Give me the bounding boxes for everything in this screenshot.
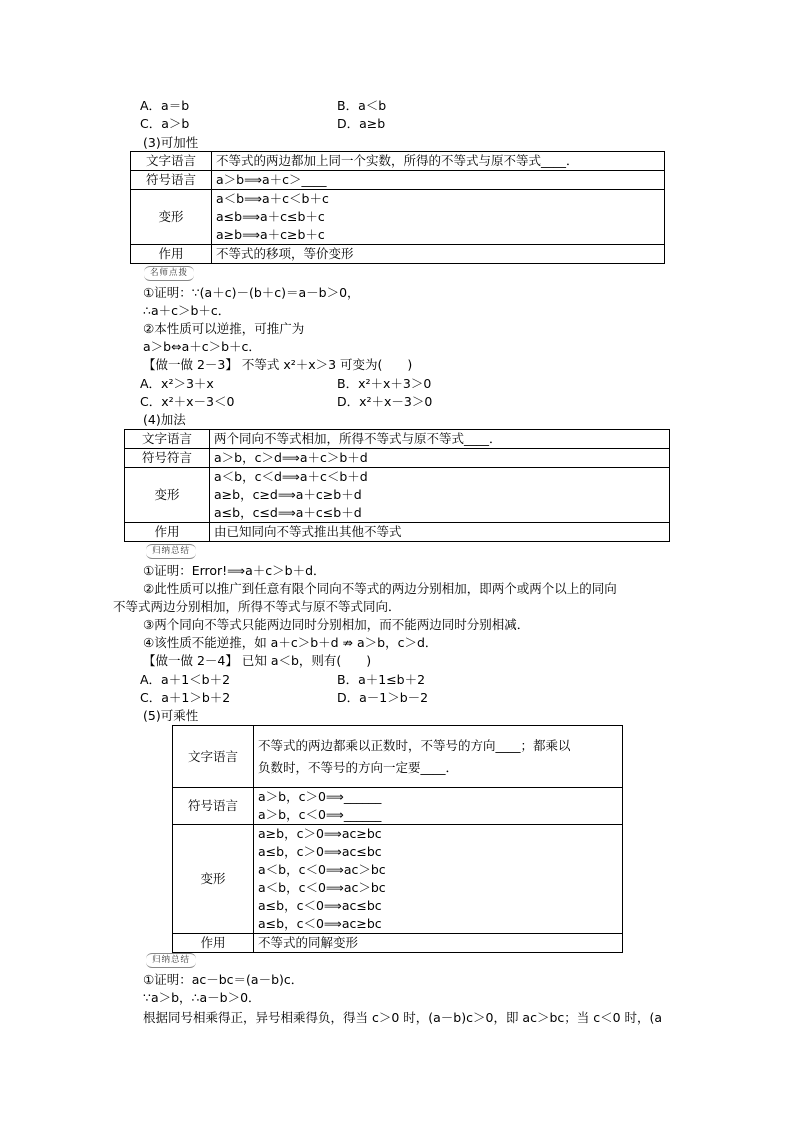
- row-value: 不等式的两边都加上同一个实数，所得的不等式与原不等式____．: [212, 152, 665, 171]
- row-value: a＞b，c＞d⟹a＋c＞b＋d: [210, 449, 670, 468]
- variant-line: a≤b，c＜0⟹ac≥bc: [258, 916, 382, 931]
- badge-summary: 归纳总结: [146, 953, 196, 968]
- row-value: 不等式的同解变形: [254, 934, 623, 953]
- table-addition: [124, 429, 670, 542]
- note-line: 不等式两边分别相加，所得不等式与原不等式同向．: [113, 599, 401, 614]
- variant-line: a≤b，c≤d⟹a＋c≤b＋d: [214, 505, 362, 520]
- section-4-title: (4)加法: [143, 412, 186, 427]
- row-value: [254, 825, 623, 934]
- row-header: 作用: [131, 245, 212, 264]
- table-row: [131, 190, 665, 245]
- table-row: [173, 726, 623, 788]
- note-line: ②本性质可以逆推，可推广为: [143, 321, 305, 336]
- variant-line: a≤b⟹a＋c≤b＋c: [216, 209, 325, 224]
- row-header: 文字语言: [173, 726, 254, 788]
- row-value: [254, 788, 623, 825]
- option-b: B．x²＋x＋3＞0: [337, 376, 432, 391]
- table-row: [131, 245, 665, 264]
- variant-line: a≥b，c≥d⟹a＋c≥b＋d: [214, 487, 362, 502]
- option-a: A．a＝b: [140, 98, 190, 113]
- option-c: C．a＞b: [140, 116, 190, 131]
- badge-tip: 名师点拨: [144, 266, 194, 281]
- row-value: [254, 726, 623, 788]
- variant-line: a≥b，c＞0⟹ac≥bc: [258, 826, 382, 841]
- text-line: 不等式的两边都乘以正数时，不等号的方向____；都乘以: [258, 737, 571, 753]
- note-line: a＞b⇔a＋c＞b＋c．: [143, 339, 261, 354]
- row-header: 符号语言: [173, 788, 254, 825]
- practice-question: 【做一做 2－4】 已知 a＜b，则有( ): [143, 653, 372, 668]
- badge-summary: 归纳总结: [146, 544, 196, 559]
- option-a: A．x²＞3＋x: [140, 376, 214, 391]
- option-d: D．a－1＞b－2: [337, 690, 429, 705]
- row-header: 作用: [125, 523, 210, 542]
- section-3-title: (3)可加性: [143, 135, 199, 150]
- row-header: 变形: [131, 190, 212, 245]
- table-row: [173, 825, 623, 934]
- note-line: ∴a＋c＞b＋c．: [143, 303, 231, 318]
- note-line: ∵a＞b，∴a－b＞0．: [143, 990, 261, 1005]
- table-row: [131, 171, 665, 190]
- option-c: C．x²＋x－3＜0: [140, 394, 235, 409]
- table-row: [125, 430, 670, 449]
- option-a: A．a＋1＜b＋2: [140, 672, 231, 687]
- row-header: 作用: [173, 934, 254, 953]
- note-line: ①证明：ac－bc＝(a－b)c．: [143, 972, 304, 987]
- note-line: ③两个同向不等式只能两边同时分别相加，而不能两边同时分别相减．: [143, 617, 530, 632]
- table-row: [131, 152, 665, 171]
- variant-line: a＜b，c＜0⟹ac＞bc: [258, 862, 386, 877]
- note-line: ④该性质不能逆推，如 a＋c＞b＋d ⇏ a＞b，c＞d．: [143, 635, 438, 650]
- text-line: 负数时，不等号的方向一定要____．: [258, 759, 459, 775]
- table-row: [125, 449, 670, 468]
- note-line: ②此性质可以推广到任意有限个同向不等式的两边分别相加，即两个或两个以上的同向: [143, 581, 617, 596]
- variant-line: a＜b⟹a＋c＜b＋c: [216, 191, 329, 206]
- variant-line: a≤b，c＞0⟹ac≤bc: [258, 844, 382, 859]
- variant-line: a≤b，c＜0⟹ac≤bc: [258, 898, 382, 913]
- option-d: D．x²＋x－3＞0: [337, 394, 433, 409]
- note-line: ①证明：∵(a＋c)－(b＋c)＝a－b＞0，: [143, 285, 360, 300]
- table-row: [173, 788, 623, 825]
- row-header: 文字语言: [131, 152, 212, 171]
- table-row: [125, 468, 670, 523]
- option-b: B．a＜b: [337, 98, 387, 113]
- option-d: D．a≥b: [337, 116, 386, 131]
- row-header: 变形: [173, 825, 254, 934]
- option-c: C．a＋1＞b＋2: [140, 690, 231, 705]
- option-b: B．a＋1≤b＋2: [337, 672, 426, 687]
- symbol-line: a＞b，c＞0⟹______: [258, 789, 382, 804]
- row-header: 变形: [125, 468, 210, 523]
- practice-question: 【做一做 2－3】 不等式 x²＋x＞3 可变为( ): [143, 357, 413, 372]
- variant-line: a＜b，c＜0⟹ac＞bc: [258, 880, 386, 895]
- table-row: [173, 934, 623, 953]
- section-5-title: (5)可乘性: [143, 708, 199, 723]
- variant-line: a＜b，c＜d⟹a＋c＜b＋d: [214, 469, 368, 484]
- table-multiplicativity: [172, 725, 623, 953]
- row-header: 文字语言: [125, 430, 210, 449]
- symbol-line: a＞b，c＜0⟹______: [258, 807, 382, 822]
- note-line: ①证明：Error!⟹a＋c＞b＋d．: [143, 563, 326, 578]
- row-value: 两个同向不等式相加，所得不等式与原不等式____．: [210, 430, 670, 449]
- row-value: a＞b⟹a＋c＞____: [212, 171, 665, 190]
- row-value: 不等式的移项，等价变形: [212, 245, 665, 264]
- note-line: 根据同号相乘得正，异号相乘得负，得当 c＞0 时，(a－b)c＞0，即 ac＞bc；当 c＜0 时，(a: [143, 1010, 663, 1025]
- row-value: 由已知同向不等式推出其他不等式: [210, 523, 670, 542]
- row-header: 符号语言: [131, 171, 212, 190]
- row-header: 符号符言: [125, 449, 210, 468]
- table-row: [125, 523, 670, 542]
- row-value: [210, 468, 670, 523]
- variant-line: a≥b⟹a＋c≥b＋c: [216, 227, 325, 242]
- row-value: [212, 190, 665, 245]
- table-additivity: [130, 151, 665, 264]
